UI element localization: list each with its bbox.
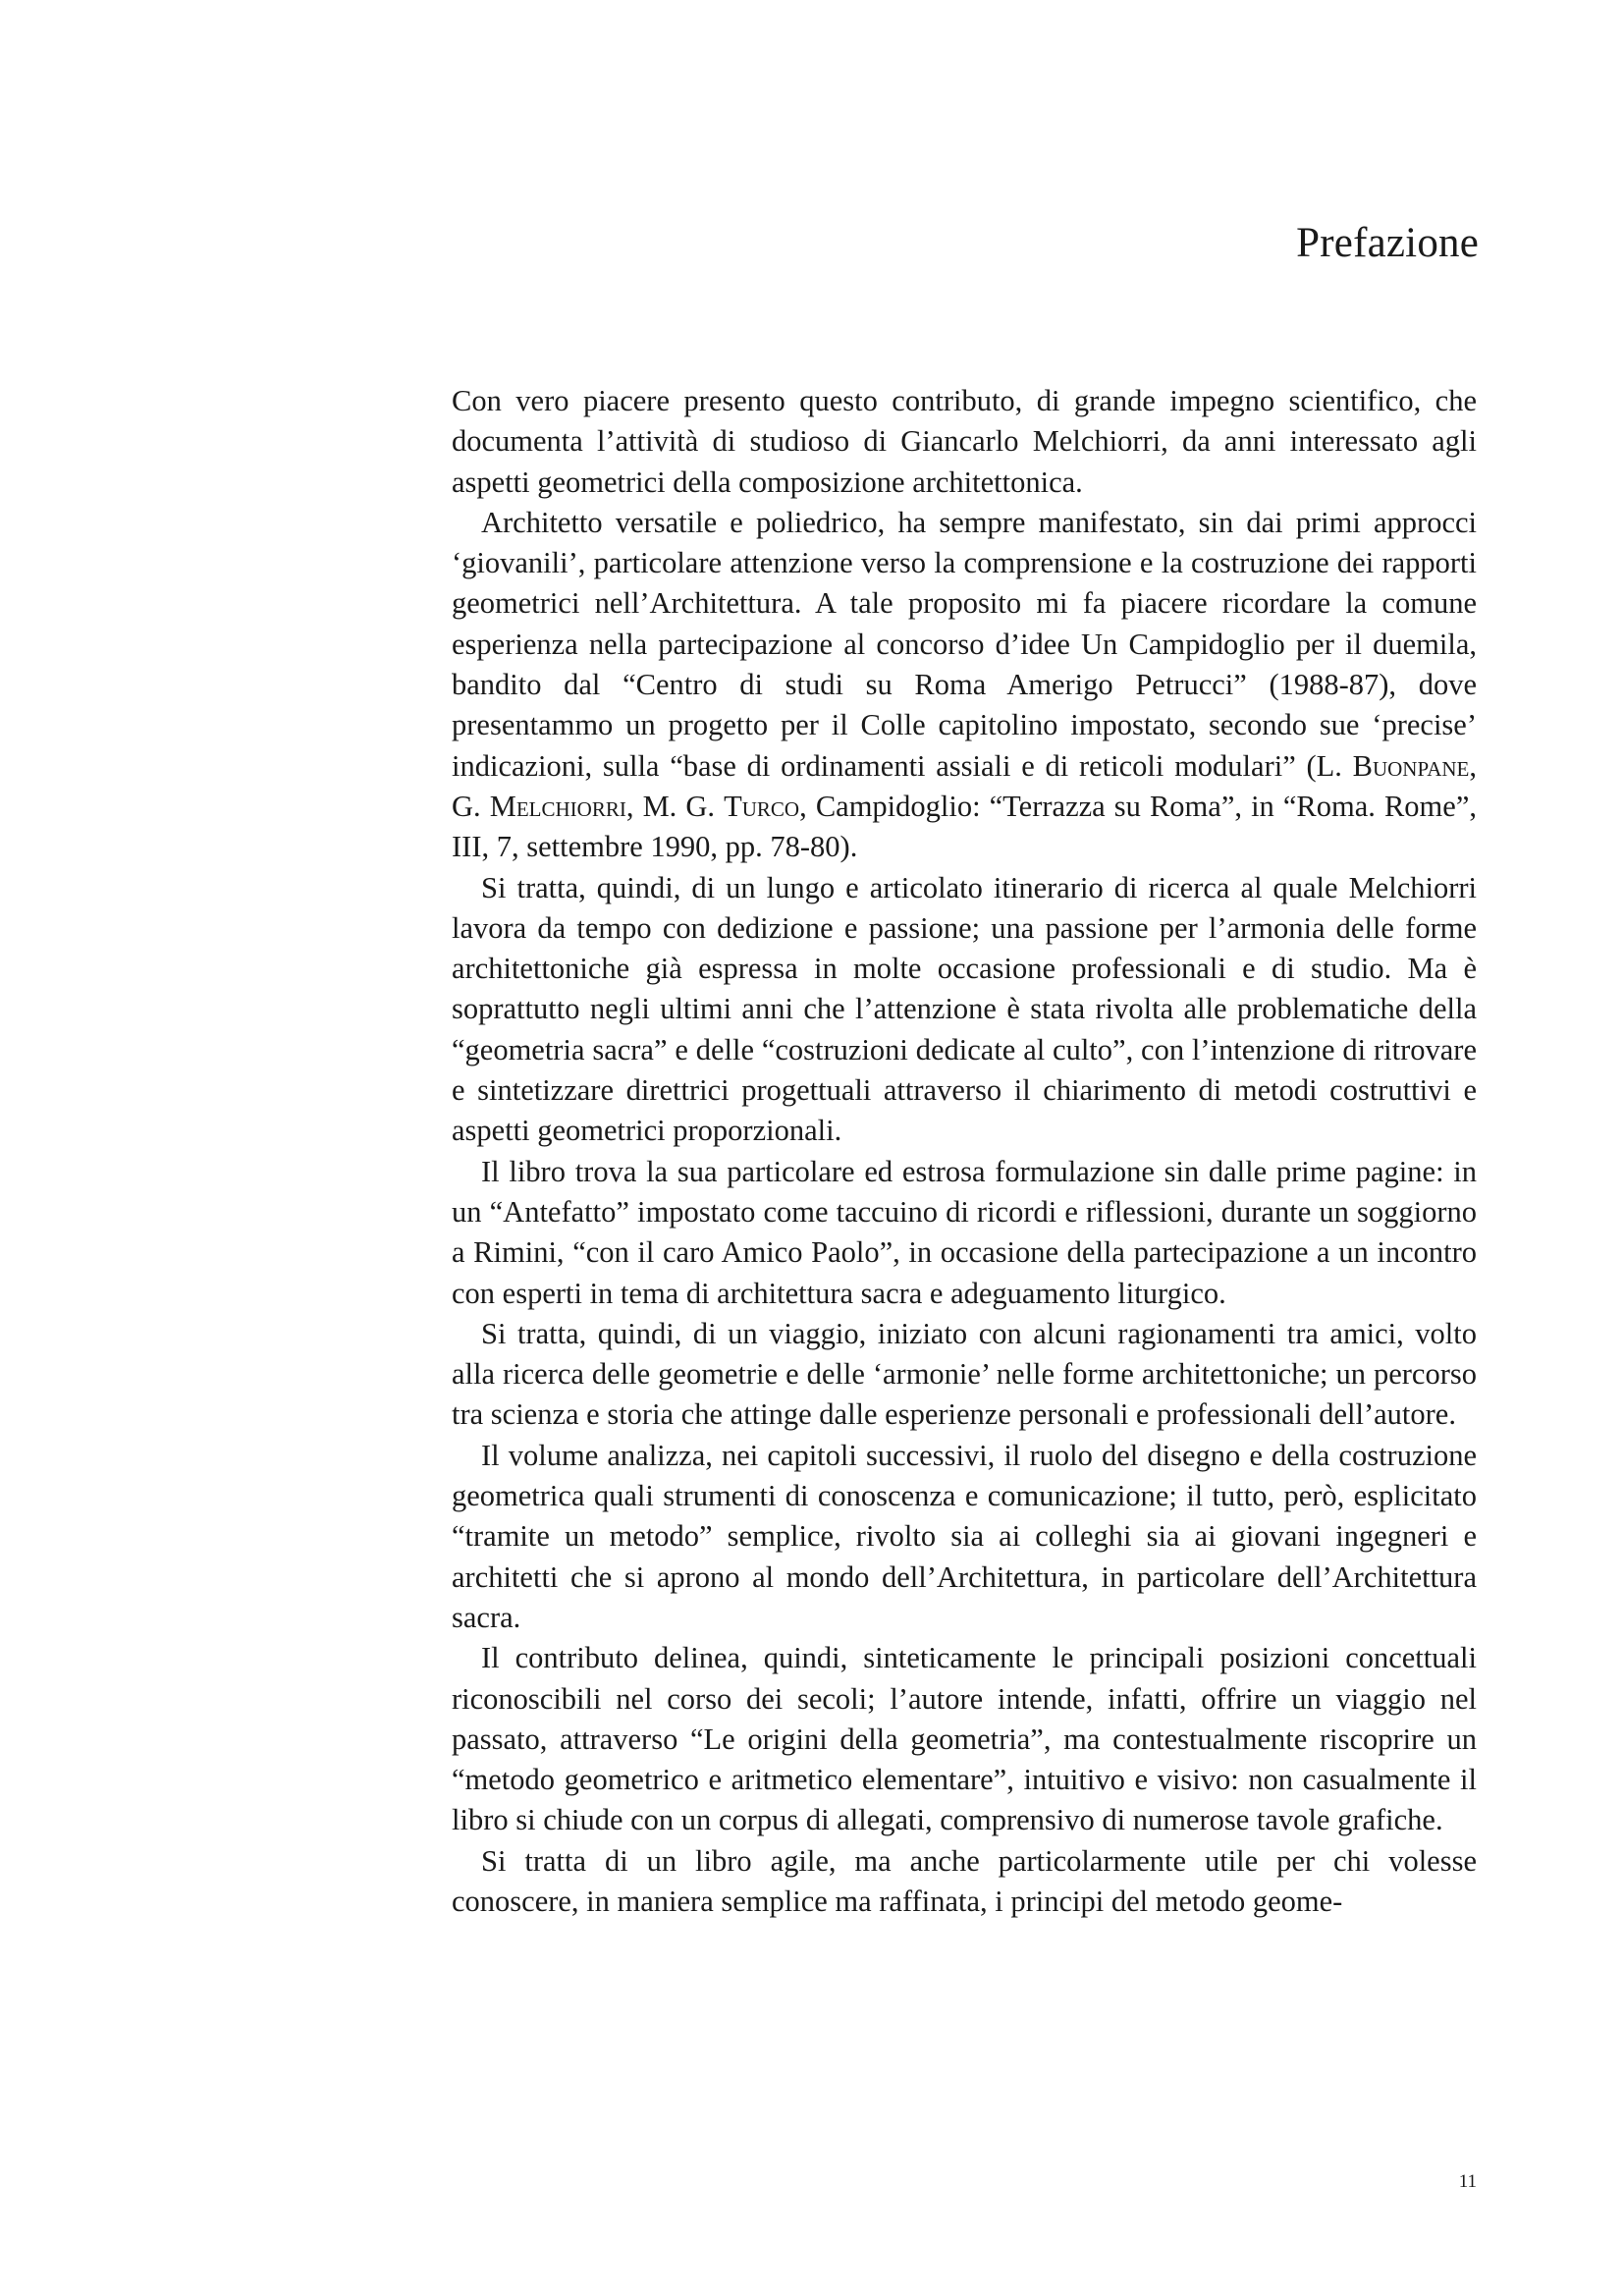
- paragraph-1: Con vero piacere presento questo contributo, di grande impegno scientifico, che documenta l’attività di studioso di Giancarlo Melchiorri, da anni interessato agli aspetti geometrici della composizione architettonica.: [452, 384, 1477, 499]
- paragraph-6: Il volume analizza, nei capitoli successivi, il ruolo del disegno e della costruzione geometrica quali strumenti di conoscenza e comunicazione; il tutto, però, esplicitato “tramite un metodo” semplice, rivolto sia ai colleghi sia ai giovani ingegneri e architetti che si aprono al mondo dell’Architettura, in particolare dell’Architettura sacra.: [452, 1438, 1477, 1634]
- paragraph-2: [452, 503, 1477, 868]
- paragraph-2-text-a: Architetto versatile e poliedrico, ha sempre manifestato, sin dai primi approcci ‘giovanili’, particolare attenzione verso la comprensione e la costruzione dei rapporti geometrici nell’Architettura. A tale proposito mi fa piacere ricordare la comune esperienza nella partecipazione al concorso d’idee Un Campidoglio per il duemila, bandito dal “Centro di studi su Roma Amerigo Petrucci” (1988-87), dove presentammo un progetto per il Colle capitolino impostato, secondo sue ‘precise’ indicazioni, sulla “base di ordinamenti assiali e di reticoli modulari” (L.: [452, 505, 1477, 783]
- page-title: Prefazione: [1296, 220, 1479, 266]
- preface-body: [452, 381, 1477, 1922]
- paragraph-4: Il libro trova la sua particolare ed estrosa formulazione sin dalle prime pagine: in un “Antefatto” impostato come taccuino di ricordi e riflessioni, durante un soggiorno a Rimini, “con il caro Amico Paolo”, in occasione della partecipazione a un incontro con esperti in tema di architettura sacra e adeguamento liturgico.: [452, 1154, 1477, 1310]
- paragraph-2-text-d: , Campidoglio: “Terrazza su Roma”, in “Roma. Rome”, III, 7, settembre 1990, pp. 78-80).: [452, 789, 1477, 864]
- page-number: 11: [1458, 2171, 1477, 2192]
- author-name-buonpane: Buonpane: [1352, 748, 1470, 783]
- paragraph-3: Si tratta, quindi, di un lungo e articolato itinerario di ricerca al quale Melchiorri lavora da tempo con dedizione e passione; una passione per l’armonia delle forme architettoniche già espressa in molte occasione professionali e di studio. Ma è soprattutto negli ultimi anni che l’attenzione è stata rivolta alle problematiche della “geometria sacra” e delle “costruzioni dedicate al culto”, con l’intenzione di ritrovare e sintetizzare direttrici progettuali attraverso il chiarimento di metodi costruttivi e aspetti geometrici proporzionali.: [452, 870, 1477, 1148]
- author-name-melchiorri: Melchiorri: [489, 789, 626, 823]
- paragraph-8: Si tratta di un libro agile, ma anche particolarmente utile per chi volesse conoscere, in maniera semplice ma raffinata, i principi del metodo geome-: [452, 1843, 1477, 1918]
- paragraph-5: Si tratta, quindi, di un viaggio, iniziato con alcuni ragionamenti tra amici, volto alla ricerca delle geometrie e delle ‘armonie’ nelle forme architettoniche; un percorso tra scienza e storia che attinge dalle esperienze personali e professionali dell’autore.: [452, 1316, 1477, 1432]
- paragraph-2-text-b: , G.: [452, 748, 1477, 823]
- paragraph-2-text-c: , M. G.: [625, 789, 725, 823]
- author-name-turco: Turco: [724, 789, 800, 823]
- paragraph-7: Il contributo delinea, quindi, sinteticamente le principali posizioni concettuali riconoscibili nel corso dei secoli; l’autore intende, infatti, offrire un viaggio nel passato, attraverso “Le origini della geometria”, ma contestualmente riscoprire un “metodo geometrico e aritmetico elementare”, intuitivo e visivo: non casualmente il libro si chiude con un corpus di allegati, comprensivo di numerose tavole grafiche.: [452, 1641, 1477, 1837]
